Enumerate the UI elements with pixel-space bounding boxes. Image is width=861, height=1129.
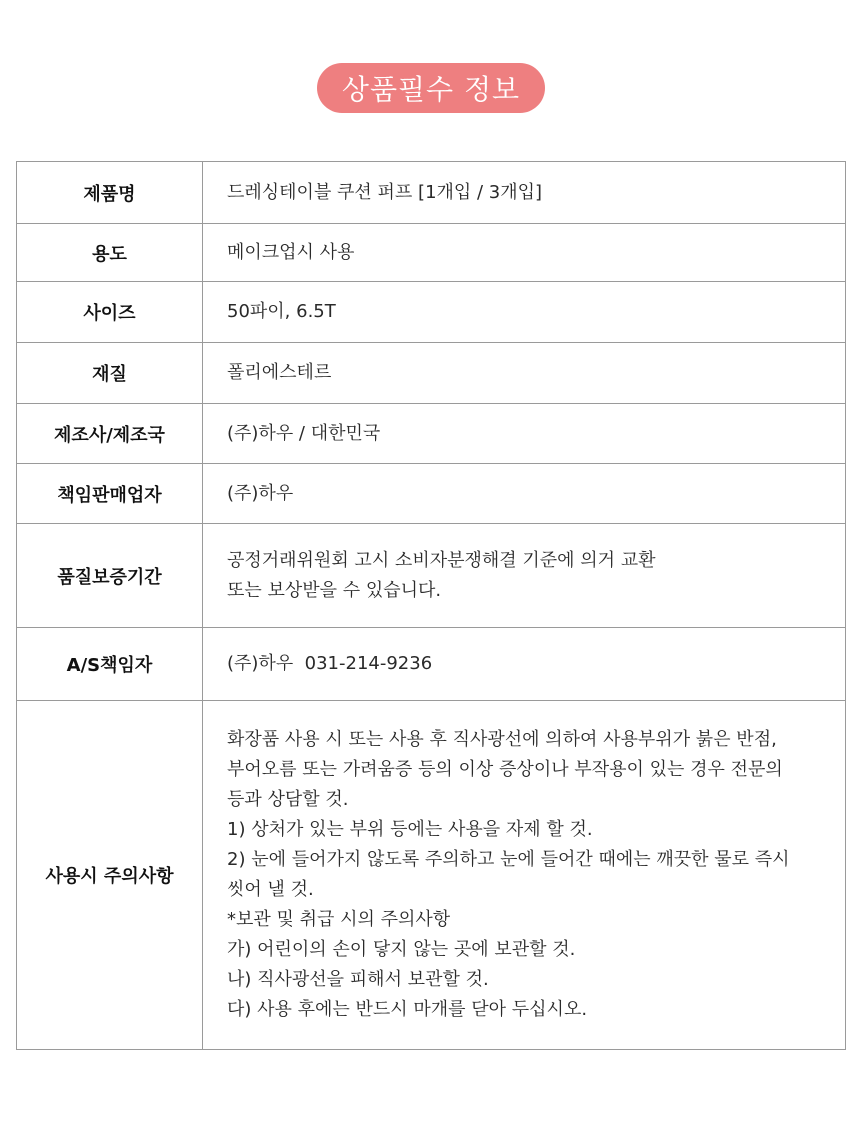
row-label: 제품명 bbox=[17, 162, 203, 224]
row-value bbox=[203, 628, 846, 701]
value-line: 나) 직사광선을 피해서 보관할 것. bbox=[227, 969, 489, 990]
table-row bbox=[17, 224, 846, 282]
value-line: 폴리에스테르 bbox=[227, 362, 332, 383]
row-value bbox=[203, 343, 846, 404]
row-label: A/S책임자 bbox=[17, 628, 203, 701]
row-label: 재질 bbox=[17, 343, 203, 404]
row-label: 용도 bbox=[17, 224, 203, 282]
value-line: 가) 어린이의 손이 닿지 않는 곳에 보관할 것. bbox=[227, 939, 576, 960]
value-line: (주)하우 / 대한민국 bbox=[227, 422, 381, 444]
product-info-table bbox=[16, 161, 846, 1050]
row-value bbox=[203, 282, 846, 343]
value-line: 1) 상처가 있는 부위 등에는 사용을 자제 할 것. bbox=[227, 819, 593, 840]
value-line: 또는 보상받을 수 있습니다. bbox=[227, 579, 442, 601]
value-line: (주)하우 031-214-9236 bbox=[227, 653, 433, 674]
value-line: (주)하우 bbox=[227, 482, 294, 504]
row-label: 사용시 주의사항 bbox=[17, 701, 203, 1050]
row-value bbox=[203, 224, 846, 282]
table-row bbox=[17, 282, 846, 343]
table-row bbox=[17, 162, 846, 224]
value-line: 씻어 낼 것. bbox=[227, 879, 314, 900]
row-value bbox=[203, 464, 846, 524]
table-row bbox=[17, 628, 846, 701]
value-line: 다) 사용 후에는 반드시 마개를 닫아 두십시오. bbox=[227, 999, 588, 1020]
value-line: 공정거래위원회 고시 소비자분쟁해결 기준에 의거 교환 bbox=[227, 549, 656, 571]
table-row bbox=[17, 524, 846, 628]
table-row bbox=[17, 404, 846, 464]
table-row bbox=[17, 343, 846, 404]
value-line: 등과 상담할 것. bbox=[227, 789, 349, 810]
value-line: 2) 눈에 들어가지 않도록 주의하고 눈에 들어간 때에는 깨끗한 물로 즉시 bbox=[227, 849, 790, 870]
row-value bbox=[203, 162, 846, 224]
table-row bbox=[17, 701, 846, 1050]
value-line: 화장품 사용 시 또는 사용 후 직사광선에 의하여 사용부위가 붉은 반점, bbox=[227, 729, 777, 750]
value-line: 50파이, 6.5T bbox=[227, 301, 336, 322]
table-row bbox=[17, 464, 846, 524]
row-label: 품질보증기간 bbox=[17, 524, 203, 628]
row-label: 제조사/제조국 bbox=[17, 404, 203, 464]
value-line: 드레싱테이블 쿠션 퍼프 [1개입 / 3개입] bbox=[227, 181, 543, 203]
value-line: *보관 및 취급 시의 주의사항 bbox=[227, 909, 451, 930]
row-value bbox=[203, 404, 846, 464]
row-value bbox=[203, 701, 846, 1050]
value-line: 부어오름 또는 가려움증 등의 이상 증상이나 부작용이 있는 경우 전문의 bbox=[227, 759, 783, 780]
value-line: 메이크업시 사용 bbox=[227, 241, 355, 263]
row-label: 책임판매업자 bbox=[17, 464, 203, 524]
row-label: 사이즈 bbox=[17, 282, 203, 343]
page-title: 상품필수 정보 bbox=[317, 63, 545, 113]
row-value bbox=[203, 524, 846, 628]
